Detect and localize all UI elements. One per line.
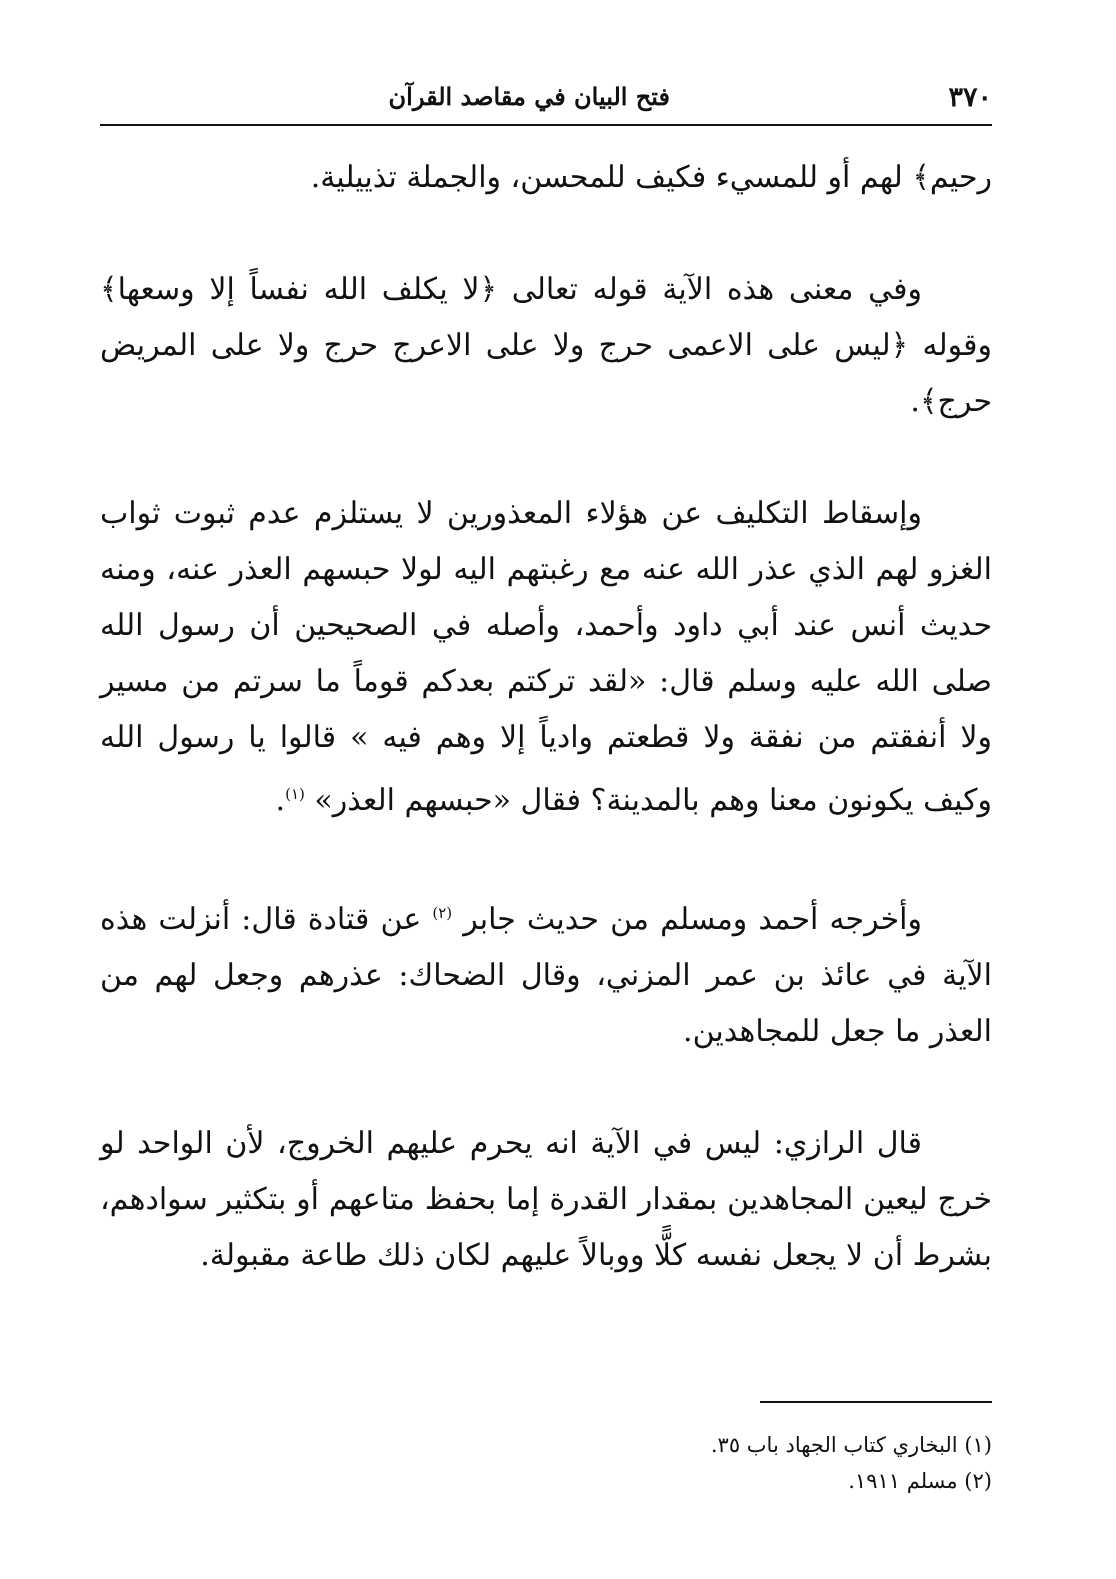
paragraph: [100, 1116, 992, 1284]
paragraph-end-mark: .: [275, 783, 286, 818]
paragraph: [100, 885, 992, 1060]
paragraph-text: قال الرازي: ليس في الآية انه يحرم عليهم الخروج، لأن الواحد لو خرج ليعين المجاهدين بمقدار القدرة إما بحفظ متاعهم أو بتكثير سوادهم، بشرط أن لا يجعل نفسه كلًّا ووبالاً عليهم لكان ذلك طاعة مقبولة.: [100, 1126, 992, 1273]
paragraph-text: وفي معنى هذه الآية قوله تعالى ﴿لا يكلف الله نفساً إلا وسعها﴾ وقوله ﴿ليس على الاعمى حرج ولا على الاعرج حرج ولا على المريض حرج﴾.: [100, 272, 992, 419]
main-text: [100, 150, 992, 1284]
paragraph-text: رحيم﴾ لهم أو للمسيء فكيف للمحسن، والجملة تذييلية.: [310, 160, 992, 195]
footnote-reference: (١): [285, 785, 305, 803]
paragraph: [100, 150, 992, 206]
paragraph-text: وإسقاط التكليف عن هؤلاء المعذورين لا يستلزم عدم ثبوت ثواب الغزو لهم الذي عذر الله عنه مع رغبتهم اليه لولا حبسهم العذر عنه، ومنه حديث أنس عند أبي داود وأحمد، وأصله في الصحيحين أن رسول الله صلى الله عليه وسلم قال: «لقد تركتم بعدكم قوماً ما سرتم من مسير ولا أنفقتم من نفقة ولا قطعتم وادياً إلا وهم فيه » قالوا يا رسول الله وكيف يكونون معنا وهم بالمدينة؟ فقال «حبسهم العذر»: [100, 496, 992, 818]
footnote-reference: (٢): [432, 904, 453, 922]
page-number: ٣٧٠: [948, 82, 992, 113]
running-title: فتح البيان في مقاصد القرآن: [388, 82, 670, 111]
paragraph-text: عن قتادة قال: أنزلت هذه الآية في عائذ بن عمر المزني، وقال الضحاك: عذرهم وجعل لهم من العذر ما جعل للمجاهدين.: [100, 902, 992, 1049]
footnotes: [500, 1427, 992, 1499]
footnote-separator: [760, 1401, 992, 1403]
paragraph: [100, 486, 992, 829]
page-header: [100, 78, 992, 124]
paragraph-text: وأخرجه أحمد ومسلم من حديث جابر: [463, 902, 922, 937]
header-rule: [100, 124, 992, 126]
paragraph: [100, 262, 992, 430]
footnote: (٢) مسلم ١٩١١.: [848, 1469, 992, 1493]
footnote: (١) البخاري كتاب الجهاد باب ٣٥.: [710, 1433, 992, 1457]
